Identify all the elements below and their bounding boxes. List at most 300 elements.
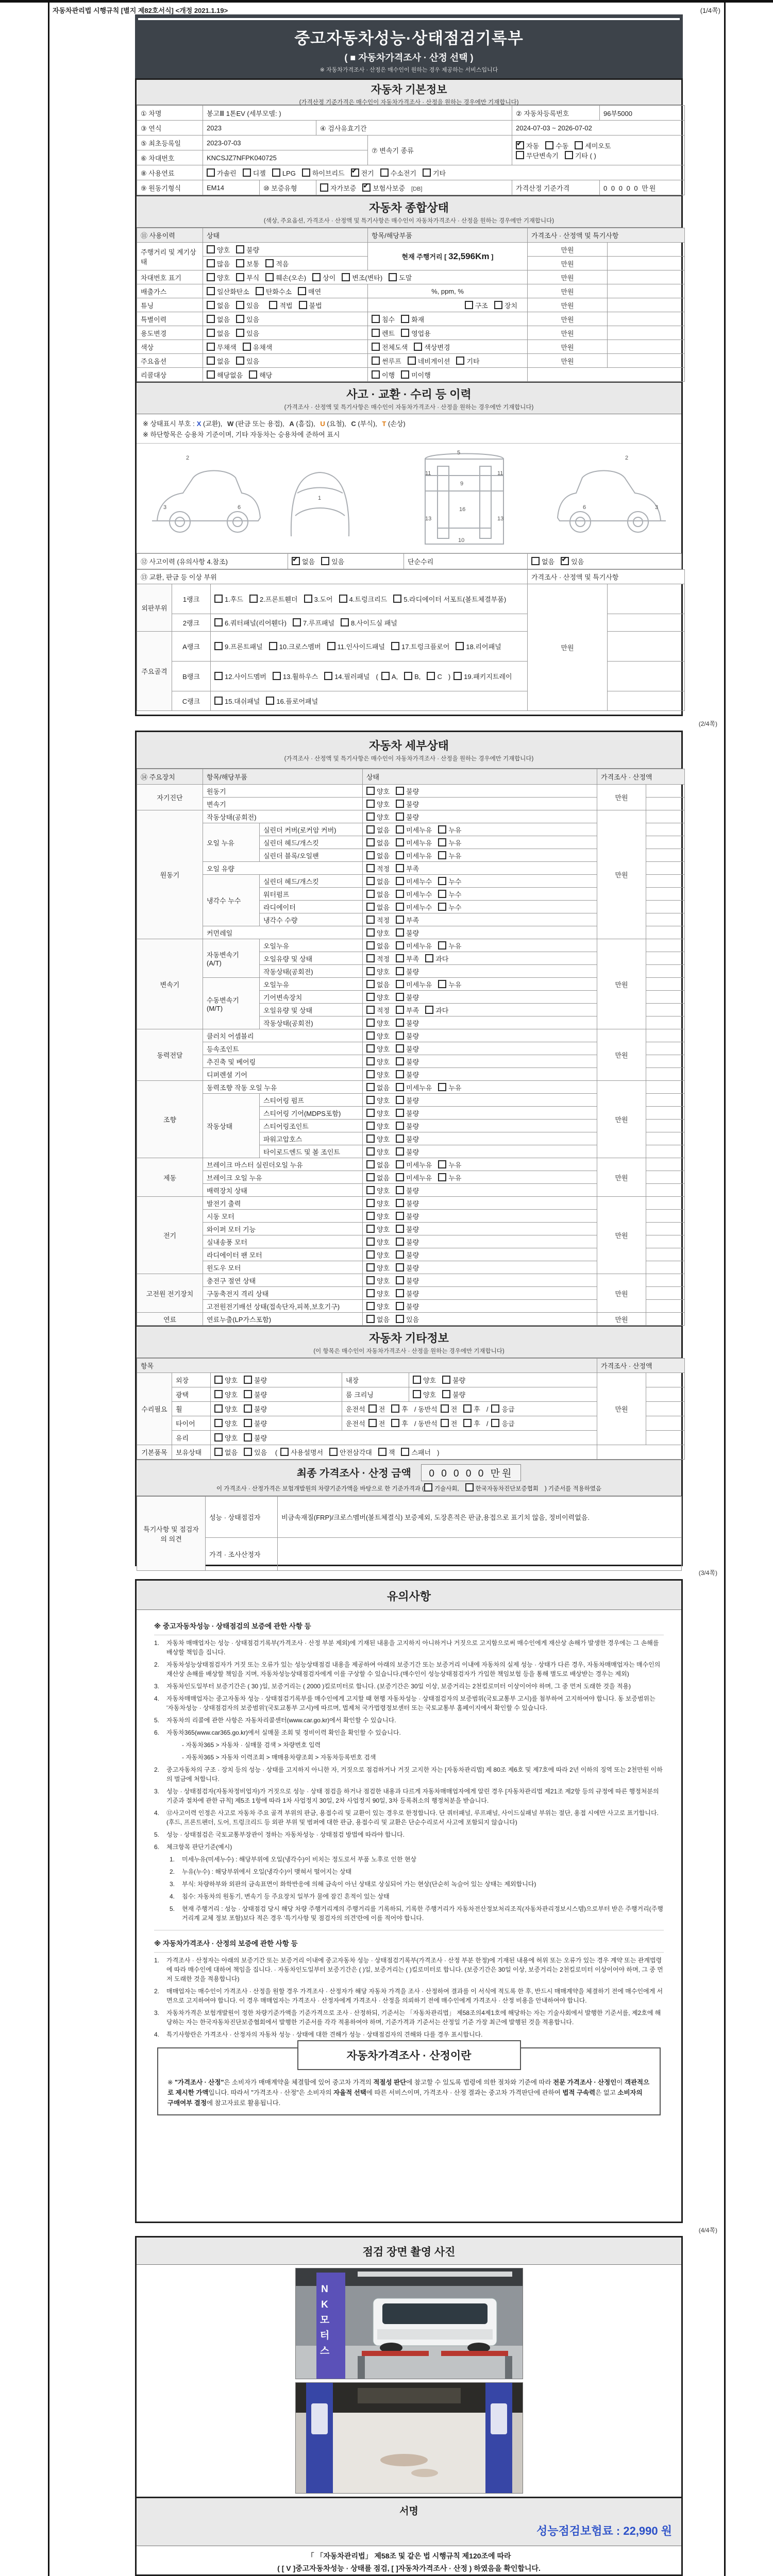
checkbox-침수[interactable] bbox=[372, 315, 380, 323]
roomcleaning-label: 룸 크리닝 bbox=[342, 1387, 409, 1402]
item-label: 오일누유 bbox=[260, 978, 363, 991]
notice-item-number: 4. bbox=[154, 1809, 160, 1817]
checkbox-7.루프패널[interactable] bbox=[293, 618, 301, 626]
checkbox-1.후드[interactable] bbox=[214, 595, 223, 603]
checkbox-양호[interactable] bbox=[214, 1419, 223, 1427]
checkbox-불량[interactable] bbox=[396, 1031, 404, 1040]
checkbox-후[interactable] bbox=[391, 1419, 399, 1427]
checkbox-2.프론트휀더[interactable] bbox=[249, 595, 258, 603]
checkbox-과다[interactable] bbox=[425, 1006, 433, 1014]
checkbox-없음[interactable] bbox=[207, 329, 215, 337]
checkbox-불량[interactable] bbox=[244, 1419, 252, 1427]
option-label: 수소전기 bbox=[390, 169, 416, 177]
checkbox-있음[interactable] bbox=[561, 557, 569, 565]
checkbox-없음[interactable] bbox=[207, 301, 215, 309]
option-label: 양호 bbox=[377, 1187, 390, 1195]
checkbox-없음[interactable] bbox=[366, 980, 375, 988]
item-label: 브레이크 마스터 실린더오일 누유 bbox=[203, 1158, 363, 1171]
option-label: 불량 bbox=[406, 1058, 419, 1066]
checkbox-불량[interactable] bbox=[396, 1302, 404, 1310]
checkbox-양호[interactable] bbox=[214, 1433, 223, 1442]
checkbox-불량[interactable] bbox=[396, 1044, 404, 1053]
option-label: 불량 bbox=[406, 1045, 419, 1053]
simple-repair-options bbox=[528, 554, 682, 569]
checkbox-불량[interactable] bbox=[396, 1212, 404, 1220]
checkbox-없음[interactable] bbox=[207, 315, 215, 323]
checkbox-양호[interactable] bbox=[366, 928, 375, 937]
checkbox-후[interactable] bbox=[463, 1404, 472, 1413]
checkbox-양호[interactable] bbox=[366, 1019, 375, 1027]
checkbox-양호[interactable] bbox=[366, 1109, 375, 1117]
checkbox-불량[interactable] bbox=[442, 1376, 450, 1384]
checkbox-양호[interactable] bbox=[366, 812, 375, 821]
checkbox-불량[interactable] bbox=[244, 1404, 252, 1413]
option-양호 bbox=[214, 1404, 238, 1414]
remark-cell bbox=[646, 939, 685, 952]
checkbox-없음[interactable] bbox=[366, 890, 375, 898]
option-없음 bbox=[207, 356, 230, 366]
checkbox-적정[interactable] bbox=[366, 1006, 375, 1014]
checkbox-이행[interactable] bbox=[372, 370, 380, 379]
checkbox-많음[interactable] bbox=[207, 259, 215, 267]
checkbox-양호[interactable] bbox=[366, 1070, 375, 1078]
checkbox-B,[interactable] bbox=[404, 672, 412, 680]
checkbox-8.사이드실 패널[interactable] bbox=[341, 618, 349, 626]
checkbox-보통[interactable] bbox=[236, 259, 244, 267]
checkbox-자동[interactable] bbox=[516, 141, 524, 149]
checkbox-하이브리드[interactable] bbox=[302, 168, 310, 177]
option-17.트렁크플로어 bbox=[391, 641, 449, 651]
checkbox-6.쿼터패널(리어휀다)[interactable] bbox=[214, 618, 223, 626]
checkbox-구조[interactable] bbox=[465, 301, 473, 309]
checkbox-10.크로스멤버[interactable] bbox=[269, 642, 277, 650]
checkbox-양호[interactable] bbox=[413, 1390, 421, 1398]
option-label: 전 bbox=[450, 1405, 458, 1413]
item-label: 윈도우 모터 bbox=[203, 1261, 363, 1274]
option-label: 불량 bbox=[246, 246, 260, 254]
checkbox-미세누유[interactable] bbox=[396, 851, 404, 859]
checkbox-양호[interactable] bbox=[366, 1122, 375, 1130]
checkbox-자가보증[interactable] bbox=[320, 183, 328, 192]
state-options-cell bbox=[363, 1094, 597, 1107]
checkbox-누유[interactable] bbox=[438, 1083, 446, 1091]
checkbox-13.휠하우스[interactable] bbox=[273, 672, 281, 680]
checkbox-수소전기[interactable] bbox=[380, 168, 389, 177]
checkbox-없음[interactable] bbox=[366, 825, 375, 834]
checkbox-부족[interactable] bbox=[396, 916, 404, 924]
price-cell: 만원 bbox=[528, 354, 608, 368]
group-price-cell: 만원 bbox=[597, 939, 646, 1029]
checkbox-불량[interactable] bbox=[396, 1186, 404, 1194]
checkbox-양호[interactable] bbox=[366, 1096, 375, 1104]
checkbox-불량[interactable] bbox=[396, 1250, 404, 1259]
option-훼손(오손) bbox=[265, 273, 306, 282]
checkbox-사용설명서[interactable] bbox=[280, 1448, 289, 1456]
checkbox-있음[interactable] bbox=[236, 329, 244, 337]
panel-rank-table bbox=[137, 569, 685, 711]
checkbox-기타[interactable] bbox=[456, 357, 464, 365]
checkbox-불량[interactable] bbox=[236, 245, 244, 253]
option-적정 bbox=[366, 915, 390, 925]
checkbox-양호[interactable] bbox=[366, 1289, 375, 1297]
checkbox-누유[interactable] bbox=[438, 851, 446, 859]
checkbox-14.필러패널[interactable] bbox=[324, 672, 332, 680]
checkbox-후[interactable] bbox=[463, 1419, 472, 1427]
remark-cell bbox=[646, 1171, 685, 1184]
checkbox-불량[interactable] bbox=[244, 1390, 252, 1398]
option-불량 bbox=[396, 1250, 419, 1260]
checkbox-없음[interactable] bbox=[366, 941, 375, 950]
notice-item bbox=[154, 1808, 664, 1827]
checkbox-양호[interactable] bbox=[366, 993, 375, 1001]
option-label: 18.리어패널 bbox=[466, 643, 501, 651]
checkbox-전체도색[interactable] bbox=[372, 343, 380, 351]
checkbox-16.플로어패널[interactable] bbox=[266, 697, 274, 705]
checkbox-미세누유[interactable] bbox=[396, 825, 404, 834]
car-name-value: 봉고Ⅲ 1톤EV (세부모델: ) bbox=[203, 106, 512, 121]
option-label: 누유 bbox=[448, 852, 462, 860]
checkbox-누유[interactable] bbox=[438, 980, 446, 988]
checkbox-해당없음[interactable] bbox=[207, 370, 215, 379]
checkbox-없음[interactable] bbox=[366, 1173, 375, 1181]
option-label: 6.쿼터패널(리어휀다) bbox=[225, 619, 287, 627]
checkbox-탄화수소[interactable] bbox=[256, 287, 264, 295]
remark-cell bbox=[646, 901, 685, 913]
group-price-cell: 만원 bbox=[597, 785, 646, 810]
interior-options bbox=[409, 1373, 597, 1387]
checkbox-양호[interactable] bbox=[366, 1057, 375, 1065]
accident-history-label: ⑫ 사고이력 (유의사항 4.참조) bbox=[137, 554, 288, 569]
checkbox-9.프론트패널[interactable] bbox=[214, 642, 223, 650]
checkbox-양호[interactable] bbox=[207, 245, 215, 253]
remark-cell bbox=[608, 298, 685, 312]
checkbox-양호[interactable] bbox=[207, 273, 215, 281]
checkbox-불량[interactable] bbox=[396, 928, 404, 937]
item-label: 작동상태(공회전) bbox=[203, 810, 363, 823]
checkbox-양호[interactable] bbox=[366, 1238, 375, 1246]
checkbox-미세누수[interactable] bbox=[396, 890, 404, 898]
option-label: 없음 bbox=[377, 826, 390, 834]
price-cell: 만원 bbox=[528, 243, 608, 257]
option-label: 과다 bbox=[435, 1006, 449, 1014]
rankA-items bbox=[211, 632, 528, 662]
option-불량 bbox=[244, 1433, 267, 1443]
checkbox-상이[interactable] bbox=[312, 273, 321, 281]
checkbox-색상변경[interactable] bbox=[414, 343, 422, 351]
checkbox-있음[interactable] bbox=[244, 1448, 252, 1456]
checkbox-4.트렁크리드[interactable] bbox=[339, 595, 347, 603]
checkbox-전[interactable] bbox=[368, 1419, 377, 1427]
checkbox-양호[interactable] bbox=[366, 787, 375, 795]
notice-head-b: ※ 자동차가격조사 · 산정의 보증에 관한 사항 등 bbox=[154, 1930, 664, 1953]
checkbox-양호[interactable] bbox=[366, 1199, 375, 1207]
checkbox-네비게이션[interactable] bbox=[408, 357, 416, 365]
option-label: 누수 bbox=[448, 890, 462, 899]
checkbox-있음[interactable] bbox=[236, 315, 244, 323]
legend-code-U: U bbox=[320, 420, 325, 428]
checkbox-수동[interactable] bbox=[545, 141, 553, 149]
checkbox-불량[interactable] bbox=[396, 812, 404, 821]
checkbox-유채색[interactable] bbox=[243, 343, 251, 351]
checkbox-안전삼각대[interactable] bbox=[329, 1448, 338, 1456]
checkbox-무단변속기[interactable] bbox=[516, 151, 524, 159]
state-options-cell bbox=[363, 1210, 597, 1223]
notice-item-text: 자동차가격은 보험개발원이 정한 차량기준가액을 기준가격으로 조사 · 산정하되, 기준서는 「자동차관리법」 제58조의4제1호에 해당하는 자는 기술사회에서 발행한 기준서를, 제2호에 해당하는 자는 한국자동차진단보증협회에서 발행한 기준서를 각각 적용하여야 하며, 기준가격과 기준서는 산정일 기준 가장 최근에 발행된 것을 적용합니다. bbox=[166, 2009, 661, 2026]
checkbox-과다[interactable] bbox=[425, 954, 433, 962]
item-label: 와이퍼 모터 기능 bbox=[203, 1223, 363, 1235]
checkbox-양호[interactable] bbox=[366, 1263, 375, 1272]
remark-cell bbox=[608, 243, 685, 257]
option-label: 양호 bbox=[217, 246, 230, 254]
checkbox-적음[interactable] bbox=[265, 259, 274, 267]
checkbox-누유[interactable] bbox=[438, 1173, 446, 1181]
checkbox-불량[interactable] bbox=[396, 1199, 404, 1207]
item-label: 오일누유 bbox=[260, 939, 363, 952]
checkbox-불량[interactable] bbox=[244, 1433, 252, 1442]
checkbox-전[interactable] bbox=[368, 1404, 377, 1413]
checkbox-미이행[interactable] bbox=[401, 370, 409, 379]
option-label: 없음 bbox=[302, 558, 315, 566]
price-definition-title: 자동차가격조사 · 산정이란 bbox=[297, 2040, 521, 2070]
checkbox-누수[interactable] bbox=[438, 890, 446, 898]
checkbox-불량[interactable] bbox=[396, 967, 404, 975]
checkbox-양호[interactable] bbox=[366, 1250, 375, 1259]
checkbox-불량[interactable] bbox=[396, 1096, 404, 1104]
checkbox-17.트렁크플로어[interactable] bbox=[391, 642, 399, 650]
checkbox-영업용[interactable] bbox=[401, 329, 409, 337]
state-options-cell bbox=[363, 952, 597, 965]
option-label: 색상변경 bbox=[424, 343, 450, 351]
checkbox-불량[interactable] bbox=[396, 1147, 404, 1156]
checkbox-없음[interactable] bbox=[214, 1448, 223, 1456]
option-label: 양호 bbox=[225, 1405, 238, 1413]
checkbox-일산화탄소[interactable] bbox=[207, 287, 215, 295]
notice-item-number: 3. bbox=[154, 1683, 160, 1690]
checkbox-화재[interactable] bbox=[401, 315, 409, 323]
checkbox-미세누유[interactable] bbox=[396, 1083, 404, 1091]
checkbox-양호[interactable] bbox=[366, 1276, 375, 1284]
checkbox-C[interactable] bbox=[427, 672, 435, 680]
checkbox-보험사보증[interactable] bbox=[362, 183, 371, 192]
checkbox-불량[interactable] bbox=[396, 1276, 404, 1284]
checkbox-양호[interactable] bbox=[366, 1134, 375, 1143]
option-색상변경 bbox=[414, 342, 450, 352]
checkbox-누유[interactable] bbox=[438, 941, 446, 950]
checkbox-있음[interactable] bbox=[236, 357, 244, 365]
checkbox-있음[interactable] bbox=[396, 1315, 404, 1323]
checkbox-응급[interactable] bbox=[491, 1419, 499, 1427]
checkbox-누수[interactable] bbox=[438, 903, 446, 911]
checkbox-없음[interactable] bbox=[292, 557, 300, 565]
checkbox-양호[interactable] bbox=[413, 1376, 421, 1384]
checkbox-미세누수[interactable] bbox=[396, 877, 404, 885]
checkbox-불량[interactable] bbox=[396, 800, 404, 808]
checkbox-누유[interactable] bbox=[438, 838, 446, 846]
option-15.대쉬패널 bbox=[214, 696, 260, 706]
checkbox-미세누수[interactable] bbox=[396, 903, 404, 911]
checkbox-불량[interactable] bbox=[396, 1134, 404, 1143]
checkbox-불량[interactable] bbox=[396, 787, 404, 795]
checkbox-12.사이드멤버[interactable] bbox=[214, 672, 223, 680]
checkbox-5.라디에이터 서포트(볼트체결부품)[interactable] bbox=[393, 595, 401, 603]
notice-item bbox=[154, 1694, 664, 1713]
option-적음 bbox=[265, 259, 289, 268]
notice-content bbox=[137, 1610, 681, 2121]
group-price-cell: 만원 bbox=[597, 1313, 646, 1326]
checkbox-A,[interactable] bbox=[381, 672, 390, 680]
checkbox-양호[interactable] bbox=[366, 1147, 375, 1156]
panel-number-2: 2 bbox=[186, 455, 190, 461]
checkbox-응급[interactable] bbox=[491, 1404, 499, 1413]
option-label: 없음 bbox=[377, 852, 390, 860]
checkbox-가솔린[interactable] bbox=[207, 168, 215, 177]
remark-cell bbox=[646, 1016, 685, 1029]
checkbox-적정[interactable] bbox=[366, 916, 375, 924]
option-적정 bbox=[366, 863, 390, 873]
checkbox-불량[interactable] bbox=[442, 1390, 450, 1398]
checkbox-부족[interactable] bbox=[396, 1006, 404, 1014]
checkbox-없음[interactable] bbox=[366, 877, 375, 885]
checkbox-적정[interactable] bbox=[366, 864, 375, 872]
checkbox-양호[interactable] bbox=[366, 1186, 375, 1194]
option-없음 bbox=[366, 838, 390, 848]
definition-text: "가격조사 · 산정" bbox=[174, 2079, 224, 2086]
checkbox-LPG[interactable] bbox=[272, 168, 280, 177]
checkbox-변조(변타)[interactable] bbox=[342, 273, 350, 281]
checkbox-불법[interactable] bbox=[299, 301, 307, 309]
checkbox-미세누유[interactable] bbox=[396, 1160, 404, 1168]
etc-title: 자동차 기타정보 bbox=[369, 1332, 449, 1345]
checkbox-18.리어패널[interactable] bbox=[456, 642, 464, 650]
checkbox-불량[interactable] bbox=[396, 1238, 404, 1246]
checkbox-부족[interactable] bbox=[396, 954, 404, 962]
checkbox-해당[interactable] bbox=[249, 370, 257, 379]
checkbox-전[interactable] bbox=[441, 1404, 449, 1413]
state-options-cell bbox=[363, 1016, 597, 1029]
checkbox-불량[interactable] bbox=[396, 1070, 404, 1078]
checkbox-누수[interactable] bbox=[438, 877, 446, 885]
option-양호 bbox=[366, 1198, 390, 1208]
checkbox-양호[interactable] bbox=[214, 1404, 223, 1413]
checkbox-불량[interactable] bbox=[396, 1109, 404, 1117]
vin-mark-options bbox=[203, 270, 528, 284]
checkbox-후[interactable] bbox=[391, 1404, 399, 1413]
checkbox-무채색[interactable] bbox=[207, 343, 215, 351]
checkbox-썬루프[interactable] bbox=[372, 357, 380, 365]
checkbox-없음[interactable] bbox=[366, 851, 375, 859]
checkbox-렌트[interactable] bbox=[372, 329, 380, 337]
usage-change-kind bbox=[368, 326, 528, 340]
checkbox-적정[interactable] bbox=[366, 954, 375, 962]
option-label: 하이브리드 bbox=[312, 169, 345, 177]
option-label: 미세누유 bbox=[406, 1174, 432, 1182]
checkbox-세미오토[interactable] bbox=[575, 141, 583, 149]
checkbox-양호[interactable] bbox=[366, 800, 375, 808]
checkbox-양호[interactable] bbox=[366, 1044, 375, 1053]
overall-col1: ⑪ 사용이력 bbox=[137, 228, 203, 243]
checkbox-없음[interactable] bbox=[366, 1315, 375, 1323]
checkbox-3.도어[interactable] bbox=[304, 595, 312, 603]
option-label: 5.라디에이터 서포트(볼트체결부품) bbox=[404, 596, 507, 603]
checkbox-없음[interactable] bbox=[366, 1160, 375, 1168]
checkbox-부족[interactable] bbox=[396, 864, 404, 872]
checkbox-도말[interactable] bbox=[389, 273, 397, 281]
checkbox-불량[interactable] bbox=[396, 1289, 404, 1297]
checkbox-기술사회,[interactable] bbox=[424, 1483, 432, 1492]
base-price-value: 0 0 0 0 0 만원 bbox=[600, 180, 685, 195]
checkbox-없음[interactable] bbox=[366, 1083, 375, 1091]
checkbox-기타[interactable] bbox=[423, 168, 431, 177]
checkbox-19.패키지트레이[interactable] bbox=[453, 672, 462, 680]
item-label: 스티어링 기어(MDPS포함) bbox=[260, 1107, 363, 1120]
remark-cell bbox=[646, 952, 685, 965]
checkbox-매연[interactable] bbox=[298, 287, 306, 295]
checkbox-불량[interactable] bbox=[396, 1057, 404, 1065]
mileage-row-label: 주행거리 및 계기상태 bbox=[137, 243, 203, 270]
option-label: 장치 bbox=[504, 301, 517, 310]
checkbox-있음[interactable] bbox=[236, 301, 244, 309]
checkbox-부식[interactable] bbox=[236, 273, 244, 281]
checkbox-미세누유[interactable] bbox=[396, 1173, 404, 1181]
checkbox-양호[interactable] bbox=[214, 1376, 223, 1384]
checkbox-있음[interactable] bbox=[321, 557, 329, 565]
checkbox-불량[interactable] bbox=[244, 1376, 252, 1384]
checkbox-없음[interactable] bbox=[366, 838, 375, 846]
checkbox-없음[interactable] bbox=[531, 557, 540, 565]
checkbox-미세누유[interactable] bbox=[396, 941, 404, 950]
option-양호 bbox=[207, 245, 230, 255]
checkbox-양호[interactable] bbox=[366, 1212, 375, 1220]
checkbox-기타 ( )[interactable] bbox=[565, 151, 573, 159]
checkbox-누유[interactable] bbox=[438, 825, 446, 834]
option-많음 bbox=[207, 259, 230, 268]
checkbox-한국자동차진단보증협회[interactable] bbox=[465, 1483, 474, 1492]
checkbox-불량[interactable] bbox=[396, 1019, 404, 1027]
checkbox-전기[interactable] bbox=[351, 168, 359, 177]
checkbox-훼손(오손)[interactable] bbox=[265, 273, 274, 281]
checkbox-양호[interactable] bbox=[366, 1225, 375, 1233]
checkbox-불량[interactable] bbox=[396, 1122, 404, 1130]
checkbox-스패너[interactable] bbox=[401, 1448, 409, 1456]
checkbox-누유[interactable] bbox=[438, 1160, 446, 1168]
checkbox-없음[interactable] bbox=[366, 903, 375, 911]
checkbox-잭[interactable] bbox=[378, 1448, 386, 1456]
checkbox-미세누유[interactable] bbox=[396, 980, 404, 988]
checkbox-디젤[interactable] bbox=[243, 168, 251, 177]
checkbox-미세누유[interactable] bbox=[396, 838, 404, 846]
detail-table bbox=[137, 769, 685, 1326]
checkbox-양호[interactable] bbox=[214, 1390, 223, 1398]
checkbox-없음[interactable] bbox=[207, 357, 215, 365]
option-label: 자가보증 bbox=[330, 184, 357, 192]
checkbox-장치[interactable] bbox=[494, 301, 502, 309]
checkbox-양호[interactable] bbox=[366, 967, 375, 975]
option-한국자동차진단보증협회 bbox=[465, 1483, 539, 1493]
notice-item bbox=[170, 1753, 664, 1762]
checkbox-양호[interactable] bbox=[366, 1031, 375, 1040]
checkbox-양호[interactable] bbox=[366, 1302, 375, 1310]
option-label: 없음 bbox=[377, 1161, 390, 1169]
checkbox-15.대쉬패널[interactable] bbox=[214, 697, 223, 705]
page-number-2: (2/4쪽) bbox=[698, 720, 717, 727]
checkbox-불량[interactable] bbox=[396, 1263, 404, 1272]
notice-item-text: 특기사항란은 가격조사 · 산정자의 자동차 성능 · 상태에 대한 견해가 성능 · 상태점검자의 견해와 다를 경우 표시합니다. bbox=[166, 2031, 483, 2038]
checkbox-전[interactable] bbox=[441, 1419, 449, 1427]
checkbox-불량[interactable] bbox=[396, 1225, 404, 1233]
checkbox-불량[interactable] bbox=[396, 993, 404, 1001]
checkbox-적법[interactable] bbox=[269, 301, 277, 309]
checkbox-11.인사이드패널[interactable] bbox=[327, 642, 335, 650]
